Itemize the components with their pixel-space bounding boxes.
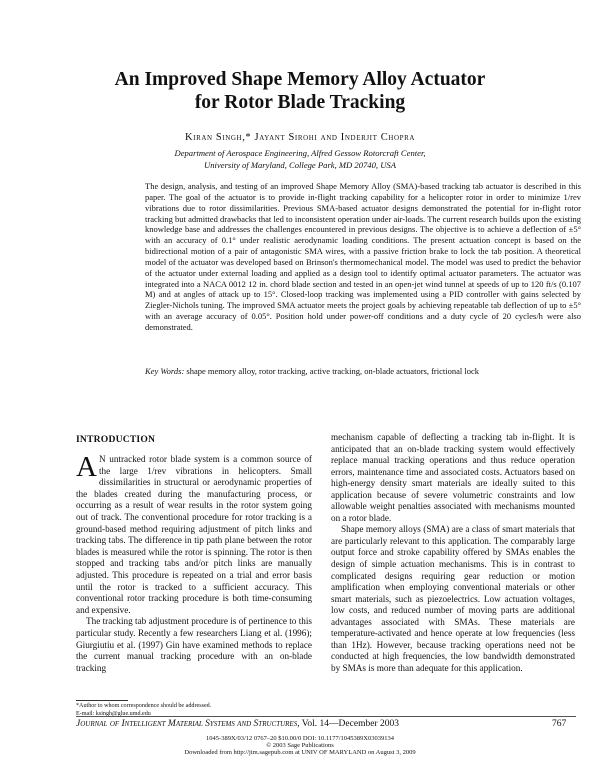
abstract: The design, analysis, and testing of an improved Shape Memory Alloy (SMA)-based tracking tab actuator is described in this paper. The goal of the actuator is to provide in-flight tracking capability for a helicopter rotor in order to minimize 1/rev vibrations due to rotor dissimilarities. Previous SMA-based actuator designs demonstrated the potential for in-flight rotor tracking but admitted drawbacks that led to inconsistent operation under air-loads. The current research builds upon the existing knowledge base and addresses the challenges encountered in previous designs. The objective is to achieve a deflection of ±5° with an accuracy of 0.1° under realistic aerodynamic loading conditions. The present actuation concept is based on the bidirectional motion of a pair of antagonistic SMA wires, with a passive friction brake to lock the tab position. A theoretical model of the actuator was developed based on Brinson's thermomechanical model. The model was used to predict the behavior of the actuator under external loading and applied as a design tool to identify optimal actuator parameters. The actuator was integrated into a NACA 0012 12 in. chord blade section and tested in an open-jet wind tunnel at speeds of up to 120 ft/s (0.107 M) and at angles of attack up to 15°. Closed-loop tracking was implemented using a PID controller with gains selected by Ziegler-Nichols tuning. The improved SMA actuator meets the project goals by achieving repeatable tab deflection of up to ±5° with an average accuracy of 0.05°. Position hold under power-off conditions and a duty cycle of 20 cycles/h were also demonstrated. bbox=[145, 181, 581, 332]
title-line-1: An Improved Shape Memory Alloy Actuator bbox=[114, 69, 486, 90]
left-column bbox=[76, 451, 312, 674]
authors: Kiran Singh,* Jayant Sirohi and Inderjit Chopra bbox=[184, 132, 416, 143]
footnote-email: E-mail: ksingh@glue.umd.edu bbox=[76, 711, 151, 717]
affiliation bbox=[0, 148, 600, 171]
right-column bbox=[331, 432, 575, 674]
footnote-line-1: *Author to whom correspondence should be addressed. bbox=[76, 703, 212, 709]
page-number: 767 bbox=[552, 719, 567, 729]
journal-footer bbox=[76, 719, 399, 729]
drop-cap: A bbox=[76, 451, 97, 483]
doi-line: 1045-389X/03/12 0767–20 $10.00/0 DOI: 10.1177/1045389X03039134 bbox=[206, 735, 394, 742]
paper-title bbox=[0, 68, 600, 114]
copyright: © 2003 Sage Publications bbox=[266, 742, 334, 749]
paragraph bbox=[76, 451, 312, 616]
paragraph: The tracking tab adjustment procedure is of pertinence to this particular study. Recently a few researchers Liang et al. (1996); Giurgiutiu et al. (1997) Gin have examined methods to replace the current manual tracking procedure with an on-blade tracking bbox=[76, 616, 312, 673]
journal-volume: , Vol. 14—December 2003 bbox=[297, 719, 399, 729]
keywords-text: shape memory alloy, rotor tracking, active tracking, on-blade actuators, frictional lock bbox=[186, 366, 479, 376]
footer-rule bbox=[76, 716, 576, 717]
keywords-label: Key Words: bbox=[145, 366, 185, 376]
keywords bbox=[145, 366, 581, 377]
publication-info bbox=[0, 735, 600, 756]
section-heading: INTRODUCTION bbox=[76, 434, 156, 445]
paragraph: Shape memory alloys (SMA) are a class of smart materials that are particularly relevant to this application. The comparably large output force and stroke capability offered by SMAs enables the design of simple actuation mechanisms. This is in contrast to complicated designs requiring gear reduction or motion amplification when employing conventional materials or other smart materials, such as piezoelectrics. Low actuation voltages, low costs, and reduced number of moving parts are additional advantages associated with SMAs. These materials are temperature-activated and hence operate at low frequencies (less than 1Hz). However, because tracking operations need not be conducted at high frequencies, the low bandwidth demonstrated by SMAs is more than adequate for this application. bbox=[331, 524, 575, 673]
footnote-rule bbox=[76, 700, 128, 701]
affiliation-line-2: University of Maryland, College Park, MD 20740, USA bbox=[204, 159, 396, 170]
download-note: Downloaded from http://jim.sagepub.com at UNIV OF MARYLAND on August 3, 2009 bbox=[184, 749, 416, 756]
paragraph-text: N untracked rotor blade system is a common source of the large 1/rev vibrations in helicopters. Small dissimilarities in structural or aerodynamic properties of the blades created during the manufacturing process, or occurring as a result of wear results in the rotor system going out of track. The conventional procedure for rotor tracking is a ground-based method requiring adjustment of pitch links and tracking tabs. The difference in tip path plane between the rotor blades is measured while the rotor is spinning. The rotor is then stopped and tracking tabs and/or pitch links are manually adjusted. This procedure is repeated on a trial and error basis until the rotor is tracked to a sufficient accuracy. This conventional rotor tracking procedure is both time-consuming and expensive. bbox=[76, 454, 312, 615]
affiliation-line-1: Department of Aerospace Engineering, Alfred Gessow Rotorcraft Center, bbox=[174, 148, 426, 158]
title-line-2: for Rotor Blade Tracking bbox=[194, 92, 406, 113]
journal-name: Journal of Intelligent Material Systems and Structures bbox=[76, 719, 298, 729]
paragraph: mechanism capable of deflecting a tracking tab in-flight. It is anticipated that an on-blade tracking system would effectively replace manual tracking operations and thus reduce operation errors, maintenance time and associated costs. Actuators based on high-energy density smart materials are ideally suited to this application because of severe volumetric constraints and low allowable weight penalties associated with mechanisms mounted on a rotor blade. bbox=[331, 432, 575, 523]
